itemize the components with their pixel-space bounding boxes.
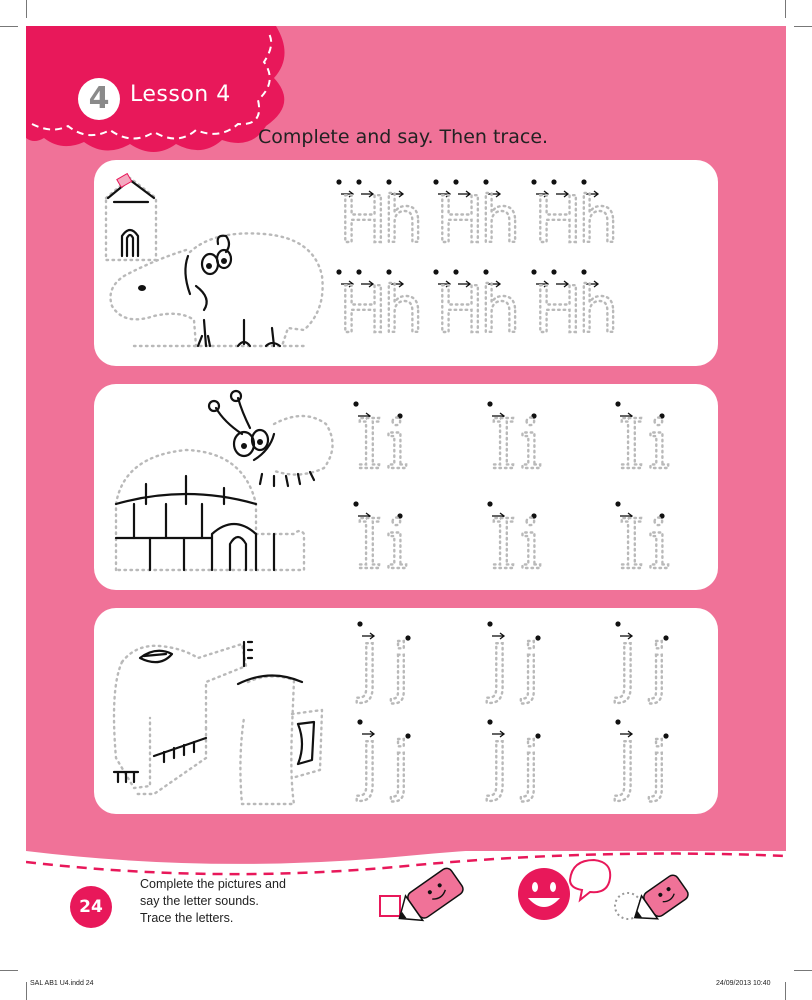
traced-uppercase-letter: H: [339, 274, 388, 348]
traced-uppercase-letter: I: [490, 406, 517, 485]
traced-lowercase-letter: h: [383, 184, 424, 258]
traced-uppercase-letter: I: [356, 506, 383, 585]
traced-lowercase-letter: h: [578, 184, 619, 258]
traced-uppercase-letter: J: [490, 730, 509, 804]
traced-uppercase-letter: H: [436, 274, 485, 348]
footer-instruction-line-3: Trace the letters.: [140, 911, 234, 925]
page-number-badge: 24: [70, 886, 112, 928]
traced-uppercase-letter: I: [618, 506, 645, 585]
traced-uppercase-letter: J: [490, 632, 509, 706]
lesson-title: Lesson 4: [130, 82, 231, 107]
traced-uppercase-letter: I: [356, 406, 383, 485]
crop-mark: [26, 982, 27, 1000]
traced-uppercase-letter: H: [534, 274, 583, 348]
crop-mark: [794, 970, 812, 971]
crop-mark: [0, 26, 18, 27]
lesson-number-badge: 4: [78, 78, 120, 120]
smiley-speaking-icon: [518, 860, 610, 920]
footer-instruction-line-1: Complete the pictures and: [140, 877, 286, 891]
traced-uppercase-letter: H: [339, 184, 388, 258]
start-dot: [357, 719, 362, 724]
traced-lowercase-letter: j: [522, 632, 540, 706]
traced-lowercase-letter: j: [392, 632, 410, 706]
traced-lowercase-letter: i: [386, 506, 408, 585]
crop-mark: [26, 0, 27, 18]
traced-lowercase-letter: h: [578, 274, 619, 348]
traced-lowercase-letter: i: [520, 406, 542, 485]
traced-lowercase-letter: i: [648, 406, 670, 485]
activity-icons: [376, 854, 696, 930]
letter-j-tracing-grid: [94, 608, 718, 814]
traced-lowercase-letter: j: [650, 632, 668, 706]
date-slug: 24/09/2013 10:40: [716, 980, 771, 987]
start-dot: [487, 719, 492, 724]
traced-lowercase-letter: i: [520, 506, 542, 585]
instruction-heading: Complete and say. Then trace.: [258, 126, 549, 148]
panel-letter-i: [94, 384, 718, 590]
footer-instruction-line-2: say the letter sounds.: [140, 894, 259, 908]
traced-uppercase-letter: J: [360, 632, 379, 706]
crop-mark: [794, 26, 812, 27]
traced-lowercase-letter: h: [480, 274, 521, 348]
start-dot: [615, 719, 620, 724]
traced-lowercase-letter: j: [650, 730, 668, 804]
start-dot: [487, 621, 492, 626]
traced-lowercase-letter: j: [392, 730, 410, 804]
panel-letter-j: [94, 608, 718, 814]
panel-letter-h: [94, 160, 718, 366]
letter-i-tracing-grid: [94, 384, 718, 590]
traced-uppercase-letter: H: [534, 184, 583, 258]
crop-mark: [785, 0, 786, 18]
traced-uppercase-letter: J: [618, 632, 637, 706]
traced-uppercase-letter: H: [436, 184, 485, 258]
traced-lowercase-letter: h: [383, 274, 424, 348]
traced-uppercase-letter: J: [618, 730, 637, 804]
pencil-icon: [627, 873, 691, 929]
traced-uppercase-letter: I: [490, 506, 517, 585]
letter-h-tracing-grid: [94, 160, 718, 366]
crop-mark: [785, 982, 786, 1000]
crop-mark: [0, 970, 18, 971]
start-dot: [615, 621, 620, 626]
square-shape-icon: [380, 896, 400, 916]
traced-lowercase-letter: i: [648, 506, 670, 585]
traced-lowercase-letter: i: [386, 406, 408, 485]
traced-lowercase-letter: h: [480, 184, 521, 258]
traced-lowercase-letter: j: [522, 730, 540, 804]
traced-uppercase-letter: J: [360, 730, 379, 804]
start-dot: [357, 621, 362, 626]
workbook-page: [26, 26, 786, 970]
pencil-icon: [391, 866, 466, 930]
traced-uppercase-letter: I: [618, 406, 645, 485]
file-slug: SAL AB1 U4.indd 24: [30, 980, 94, 987]
